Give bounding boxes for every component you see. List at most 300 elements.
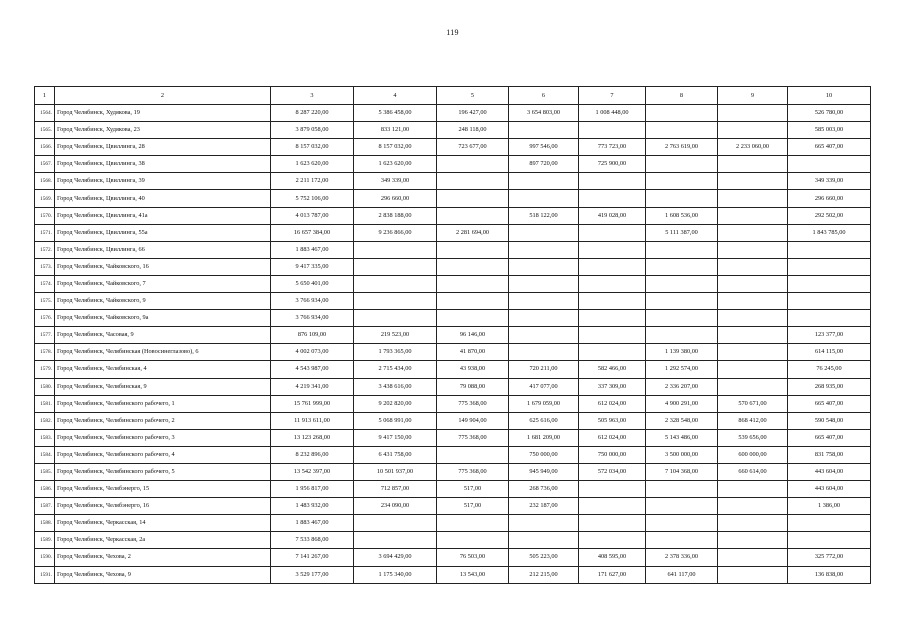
cell-col-6: 3 654 803,00 bbox=[509, 105, 579, 122]
cell-col-8 bbox=[646, 515, 718, 532]
cell-col-4: 3 694 429,00 bbox=[354, 549, 437, 566]
cell-row-number: 1579. bbox=[35, 361, 55, 378]
cell-col-10: 831 758,00 bbox=[788, 446, 871, 463]
cell-col-5 bbox=[437, 258, 509, 275]
cell-row-number: 1590. bbox=[35, 549, 55, 566]
cell-col-4: 712 857,00 bbox=[354, 481, 437, 498]
cell-col-8: 2 336 207,00 bbox=[646, 378, 718, 395]
cell-col-7 bbox=[579, 190, 646, 207]
cell-col-3: 1 956 817,00 bbox=[271, 481, 354, 498]
cell-col-8: 4 900 291,00 bbox=[646, 395, 718, 412]
cell-col-3: 3 879 058,00 bbox=[271, 122, 354, 139]
cell-col-10 bbox=[788, 241, 871, 258]
cell-col-7 bbox=[579, 481, 646, 498]
cell-col-7 bbox=[579, 122, 646, 139]
cell-col-8: 1 608 536,00 bbox=[646, 207, 718, 224]
cell-col-8 bbox=[646, 241, 718, 258]
cell-address: Город Челябинск, Часовая, 9 bbox=[55, 327, 271, 344]
cell-col-3: 11 913 611,00 bbox=[271, 412, 354, 429]
cell-col-8 bbox=[646, 327, 718, 344]
cell-col-8: 2 378 336,00 bbox=[646, 549, 718, 566]
cell-col-3: 5 752 106,00 bbox=[271, 190, 354, 207]
cell-col-4: 6 431 758,00 bbox=[354, 446, 437, 463]
cell-col-6: 232 187,00 bbox=[509, 498, 579, 515]
table-row bbox=[35, 105, 871, 122]
cell-col-3: 4 013 787,00 bbox=[271, 207, 354, 224]
cell-col-5 bbox=[437, 207, 509, 224]
cell-col-3: 16 657 384,00 bbox=[271, 224, 354, 241]
cell-col-6: 750 000,00 bbox=[509, 446, 579, 463]
cell-row-number: 1572. bbox=[35, 241, 55, 258]
cell-address: Город Челябинск, Челябинского рабочего, 5 bbox=[55, 463, 271, 480]
cell-row-number: 1585. bbox=[35, 463, 55, 480]
cell-col-10 bbox=[788, 515, 871, 532]
cell-col-9 bbox=[718, 481, 788, 498]
cell-col-8 bbox=[646, 105, 718, 122]
cell-col-9 bbox=[718, 241, 788, 258]
cell-col-4 bbox=[354, 310, 437, 327]
cell-col-4: 3 438 616,00 bbox=[354, 378, 437, 395]
cell-col-6: 518 122,00 bbox=[509, 207, 579, 224]
cell-address: Город Челябинск, Худякова, 19 bbox=[55, 105, 271, 122]
cell-col-3: 4 543 987,00 bbox=[271, 361, 354, 378]
cell-col-8 bbox=[646, 293, 718, 310]
cell-row-number: 1566. bbox=[35, 139, 55, 156]
table-row bbox=[35, 241, 871, 258]
cell-col-5: 775 368,00 bbox=[437, 429, 509, 446]
cell-address: Город Челябинск, Цвиллинга, 38 bbox=[55, 156, 271, 173]
cell-col-10: 1 843 785,00 bbox=[788, 224, 871, 241]
cell-col-8 bbox=[646, 481, 718, 498]
cell-col-7: 750 000,00 bbox=[579, 446, 646, 463]
cell-col-8: 2 328 548,00 bbox=[646, 412, 718, 429]
cell-col-9 bbox=[718, 156, 788, 173]
cell-col-6 bbox=[509, 275, 579, 292]
cell-col-9 bbox=[718, 190, 788, 207]
data-table bbox=[34, 86, 871, 584]
cell-col-7 bbox=[579, 224, 646, 241]
cell-col-7: 337 309,00 bbox=[579, 378, 646, 395]
table-row bbox=[35, 139, 871, 156]
cell-row-number: 1580. bbox=[35, 378, 55, 395]
cell-row-number: 1569. bbox=[35, 190, 55, 207]
cell-col-4: 9 417 150,00 bbox=[354, 429, 437, 446]
cell-col-8 bbox=[646, 190, 718, 207]
cell-col-4: 5 386 458,00 bbox=[354, 105, 437, 122]
cell-row-number: 1575. bbox=[35, 293, 55, 310]
cell-row-number: 1576. bbox=[35, 310, 55, 327]
cell-col-3: 1 883 467,00 bbox=[271, 241, 354, 258]
cell-col-3: 15 761 999,00 bbox=[271, 395, 354, 412]
cell-col-9 bbox=[718, 105, 788, 122]
cell-col-4 bbox=[354, 275, 437, 292]
cell-col-6: 720 211,00 bbox=[509, 361, 579, 378]
cell-col-4: 9 202 820,00 bbox=[354, 395, 437, 412]
cell-col-4: 8 157 032,00 bbox=[354, 139, 437, 156]
cell-col-10: 1 386,00 bbox=[788, 498, 871, 515]
cell-col-3: 9 417 335,00 bbox=[271, 258, 354, 275]
column-header: 1 bbox=[35, 87, 55, 105]
cell-col-5: 517,00 bbox=[437, 498, 509, 515]
cell-col-8: 5 111 387,00 bbox=[646, 224, 718, 241]
column-header: 7 bbox=[579, 87, 646, 105]
cell-col-5 bbox=[437, 446, 509, 463]
cell-col-3: 8 287 220,00 bbox=[271, 105, 354, 122]
cell-col-5 bbox=[437, 310, 509, 327]
cell-col-5: 775 368,00 bbox=[437, 463, 509, 480]
column-header: 6 bbox=[509, 87, 579, 105]
cell-address: Город Челябинск, Челябинская (Новосинеглазово), 6 bbox=[55, 344, 271, 361]
table-row bbox=[35, 532, 871, 549]
column-header: 4 bbox=[354, 87, 437, 105]
cell-col-7: 725 900,00 bbox=[579, 156, 646, 173]
cell-address: Город Челябинск, Челябинского рабочего, 3 bbox=[55, 429, 271, 446]
cell-address: Город Челябинск, Челябинская, 9 bbox=[55, 378, 271, 395]
cell-col-10: 590 548,00 bbox=[788, 412, 871, 429]
cell-col-9 bbox=[718, 344, 788, 361]
cell-col-6: 212 215,00 bbox=[509, 566, 579, 583]
cell-col-9 bbox=[718, 515, 788, 532]
cell-col-4 bbox=[354, 241, 437, 258]
cell-col-6 bbox=[509, 327, 579, 344]
cell-col-9 bbox=[718, 361, 788, 378]
cell-col-5: 2 281 694,00 bbox=[437, 224, 509, 241]
cell-col-10: 443 604,00 bbox=[788, 463, 871, 480]
cell-col-10: 443 604,00 bbox=[788, 481, 871, 498]
cell-col-10: 614 115,00 bbox=[788, 344, 871, 361]
cell-col-8: 2 763 619,00 bbox=[646, 139, 718, 156]
column-header: 10 bbox=[788, 87, 871, 105]
cell-col-9 bbox=[718, 224, 788, 241]
cell-col-7: 171 627,00 bbox=[579, 566, 646, 583]
cell-col-10: 349 339,00 bbox=[788, 173, 871, 190]
cell-col-10: 123 377,00 bbox=[788, 327, 871, 344]
cell-col-9: 600 000,00 bbox=[718, 446, 788, 463]
cell-col-6: 945 949,00 bbox=[509, 463, 579, 480]
cell-col-7 bbox=[579, 515, 646, 532]
table-body bbox=[35, 105, 871, 584]
cell-row-number: 1565. bbox=[35, 122, 55, 139]
cell-col-9 bbox=[718, 498, 788, 515]
cell-row-number: 1568. bbox=[35, 173, 55, 190]
cell-col-10: 292 502,00 bbox=[788, 207, 871, 224]
page-number: 119 bbox=[446, 28, 459, 37]
cell-row-number: 1582. bbox=[35, 412, 55, 429]
cell-col-10 bbox=[788, 156, 871, 173]
cell-address: Город Челябинск, Чайковского, 9а bbox=[55, 310, 271, 327]
cell-col-7: 1 008 448,00 bbox=[579, 105, 646, 122]
cell-col-10: 585 003,00 bbox=[788, 122, 871, 139]
cell-col-5 bbox=[437, 241, 509, 258]
cell-col-10: 665 407,00 bbox=[788, 429, 871, 446]
cell-col-4: 833 121,00 bbox=[354, 122, 437, 139]
cell-col-3: 8 232 896,00 bbox=[271, 446, 354, 463]
cell-row-number: 1586. bbox=[35, 481, 55, 498]
cell-col-7: 572 034,00 bbox=[579, 463, 646, 480]
cell-col-10: 76 245,00 bbox=[788, 361, 871, 378]
cell-col-10: 665 407,00 bbox=[788, 395, 871, 412]
cell-row-number: 1571. bbox=[35, 224, 55, 241]
cell-col-8 bbox=[646, 498, 718, 515]
cell-address: Город Челябинск, Челябинского рабочего, 1 bbox=[55, 395, 271, 412]
cell-col-9: 570 671,00 bbox=[718, 395, 788, 412]
column-header: 9 bbox=[718, 87, 788, 105]
cell-col-7: 582 466,00 bbox=[579, 361, 646, 378]
cell-col-7 bbox=[579, 532, 646, 549]
cell-address: Город Челябинск, Чехова, 2 bbox=[55, 549, 271, 566]
cell-col-8: 5 143 486,00 bbox=[646, 429, 718, 446]
cell-row-number: 1588. bbox=[35, 515, 55, 532]
cell-col-5: 196 427,00 bbox=[437, 105, 509, 122]
cell-row-number: 1591. bbox=[35, 566, 55, 583]
cell-col-7 bbox=[579, 241, 646, 258]
cell-address: Город Челябинск, Цвиллинга, 40 bbox=[55, 190, 271, 207]
cell-col-3: 5 650 401,00 bbox=[271, 275, 354, 292]
column-header: 3 bbox=[271, 87, 354, 105]
cell-col-8: 7 104 368,00 bbox=[646, 463, 718, 480]
cell-col-6: 997 546,00 bbox=[509, 139, 579, 156]
cell-col-7 bbox=[579, 173, 646, 190]
cell-col-5 bbox=[437, 532, 509, 549]
cell-col-5 bbox=[437, 173, 509, 190]
cell-address: Город Челябинск, Челябэнерго, 15 bbox=[55, 481, 271, 498]
cell-row-number: 1574. bbox=[35, 275, 55, 292]
cell-col-3: 1 623 620,00 bbox=[271, 156, 354, 173]
cell-col-5: 149 904,00 bbox=[437, 412, 509, 429]
cell-address: Город Челябинск, Цвиллинга, 55а bbox=[55, 224, 271, 241]
cell-col-4 bbox=[354, 515, 437, 532]
cell-row-number: 1583. bbox=[35, 429, 55, 446]
cell-address: Город Челябинск, Чайковского, 16 bbox=[55, 258, 271, 275]
cell-col-3: 8 157 032,00 bbox=[271, 139, 354, 156]
table-header-row bbox=[35, 87, 871, 105]
cell-col-10 bbox=[788, 258, 871, 275]
cell-col-4 bbox=[354, 532, 437, 549]
cell-col-10 bbox=[788, 532, 871, 549]
cell-address: Город Челябинск, Челябинского рабочего, 4 bbox=[55, 446, 271, 463]
cell-col-3: 3 766 934,00 bbox=[271, 310, 354, 327]
cell-col-5 bbox=[437, 156, 509, 173]
cell-col-3: 13 542 397,00 bbox=[271, 463, 354, 480]
cell-col-8: 1 139 380,00 bbox=[646, 344, 718, 361]
cell-col-7: 612 024,00 bbox=[579, 395, 646, 412]
cell-col-5 bbox=[437, 293, 509, 310]
cell-col-5: 775 368,00 bbox=[437, 395, 509, 412]
cell-col-3: 876 109,00 bbox=[271, 327, 354, 344]
cell-col-5: 41 870,00 bbox=[437, 344, 509, 361]
cell-col-8 bbox=[646, 275, 718, 292]
cell-col-5 bbox=[437, 275, 509, 292]
cell-col-8 bbox=[646, 122, 718, 139]
cell-address: Город Челябинск, Цвиллинга, 39 bbox=[55, 173, 271, 190]
cell-col-6 bbox=[509, 224, 579, 241]
cell-col-10 bbox=[788, 275, 871, 292]
cell-col-3: 4 002 073,00 bbox=[271, 344, 354, 361]
cell-col-6: 1 681 209,00 bbox=[509, 429, 579, 446]
cell-col-10: 136 838,00 bbox=[788, 566, 871, 583]
cell-col-4: 1 793 365,00 bbox=[354, 344, 437, 361]
cell-col-9 bbox=[718, 122, 788, 139]
table-row bbox=[35, 173, 871, 190]
table-row bbox=[35, 498, 871, 515]
cell-col-6: 1 679 059,00 bbox=[509, 395, 579, 412]
cell-col-5: 248 118,00 bbox=[437, 122, 509, 139]
cell-col-8 bbox=[646, 532, 718, 549]
cell-row-number: 1581. bbox=[35, 395, 55, 412]
cell-col-8 bbox=[646, 258, 718, 275]
cell-col-7 bbox=[579, 327, 646, 344]
cell-col-10 bbox=[788, 293, 871, 310]
cell-row-number: 1578. bbox=[35, 344, 55, 361]
cell-col-6 bbox=[509, 310, 579, 327]
table-row bbox=[35, 293, 871, 310]
cell-col-7: 612 024,00 bbox=[579, 429, 646, 446]
cell-col-4: 2 715 434,00 bbox=[354, 361, 437, 378]
cell-col-5: 517,00 bbox=[437, 481, 509, 498]
cell-col-6: 897 720,00 bbox=[509, 156, 579, 173]
cell-address: Город Челябинск, Чайковского, 7 bbox=[55, 275, 271, 292]
cell-col-10: 665 407,00 bbox=[788, 139, 871, 156]
cell-col-10: 268 935,00 bbox=[788, 378, 871, 395]
cell-address: Город Челябинск, Челябэнерго, 16 bbox=[55, 498, 271, 515]
table-row bbox=[35, 327, 871, 344]
cell-col-10: 296 660,00 bbox=[788, 190, 871, 207]
table-row bbox=[35, 122, 871, 139]
cell-col-4 bbox=[354, 293, 437, 310]
cell-col-7 bbox=[579, 498, 646, 515]
cell-col-6 bbox=[509, 344, 579, 361]
cell-col-7 bbox=[579, 344, 646, 361]
cell-address: Город Челябинск, Черкасская, 14 bbox=[55, 515, 271, 532]
cell-col-9 bbox=[718, 293, 788, 310]
cell-row-number: 1570. bbox=[35, 207, 55, 224]
cell-col-5 bbox=[437, 515, 509, 532]
cell-col-3: 1 883 467,00 bbox=[271, 515, 354, 532]
cell-address: Город Челябинск, Цвиллинга, 41а bbox=[55, 207, 271, 224]
cell-row-number: 1584. bbox=[35, 446, 55, 463]
table-row bbox=[35, 310, 871, 327]
cell-col-9 bbox=[718, 549, 788, 566]
cell-address: Город Челябинск, Чехова, 9 bbox=[55, 566, 271, 583]
cell-col-9: 660 614,00 bbox=[718, 463, 788, 480]
cell-col-9 bbox=[718, 532, 788, 549]
cell-col-10: 325 772,00 bbox=[788, 549, 871, 566]
cell-row-number: 1589. bbox=[35, 532, 55, 549]
cell-col-7: 773 723,00 bbox=[579, 139, 646, 156]
cell-address: Город Челябинск, Челябинского рабочего, 2 bbox=[55, 412, 271, 429]
cell-col-7: 505 963,00 bbox=[579, 412, 646, 429]
table-row bbox=[35, 156, 871, 173]
cell-col-6 bbox=[509, 293, 579, 310]
column-header: 5 bbox=[437, 87, 509, 105]
cell-col-5: 43 938,00 bbox=[437, 361, 509, 378]
cell-col-8: 1 292 574,00 bbox=[646, 361, 718, 378]
cell-address: Город Челябинск, Худякова, 23 bbox=[55, 122, 271, 139]
cell-col-3: 3 766 934,00 bbox=[271, 293, 354, 310]
cell-col-8 bbox=[646, 156, 718, 173]
cell-address: Город Челябинск, Черкасская, 2а bbox=[55, 532, 271, 549]
table-row bbox=[35, 395, 871, 412]
cell-col-6: 505 223,00 bbox=[509, 549, 579, 566]
cell-col-9: 2 233 060,00 bbox=[718, 139, 788, 156]
cell-col-5: 723 677,00 bbox=[437, 139, 509, 156]
table-row bbox=[35, 190, 871, 207]
cell-col-4: 1 175 340,00 bbox=[354, 566, 437, 583]
cell-col-6 bbox=[509, 190, 579, 207]
cell-col-3: 1 483 932,00 bbox=[271, 498, 354, 515]
cell-address: Город Челябинск, Цвиллинга, 66 bbox=[55, 241, 271, 258]
table-row bbox=[35, 207, 871, 224]
cell-col-8: 3 500 000,00 bbox=[646, 446, 718, 463]
cell-col-6 bbox=[509, 532, 579, 549]
cell-col-10 bbox=[788, 310, 871, 327]
cell-col-4: 10 501 937,00 bbox=[354, 463, 437, 480]
cell-row-number: 1573. bbox=[35, 258, 55, 275]
table-row bbox=[35, 361, 871, 378]
cell-col-6 bbox=[509, 241, 579, 258]
cell-col-7 bbox=[579, 258, 646, 275]
cell-col-4: 9 236 866,00 bbox=[354, 224, 437, 241]
table-row bbox=[35, 463, 871, 480]
column-header: 2 bbox=[55, 87, 271, 105]
cell-row-number: 1564. bbox=[35, 105, 55, 122]
cell-col-5: 79 088,00 bbox=[437, 378, 509, 395]
cell-col-9 bbox=[718, 566, 788, 583]
cell-col-7 bbox=[579, 275, 646, 292]
cell-col-4: 349 339,00 bbox=[354, 173, 437, 190]
cell-col-9 bbox=[718, 310, 788, 327]
cell-col-8 bbox=[646, 173, 718, 190]
table-row bbox=[35, 566, 871, 583]
cell-col-6 bbox=[509, 173, 579, 190]
table-row bbox=[35, 429, 871, 446]
cell-col-4: 296 660,00 bbox=[354, 190, 437, 207]
table-row bbox=[35, 515, 871, 532]
table-row bbox=[35, 258, 871, 275]
table-row bbox=[35, 446, 871, 463]
cell-col-9: 539 656,00 bbox=[718, 429, 788, 446]
cell-col-10: 526 780,00 bbox=[788, 105, 871, 122]
cell-col-6: 625 616,00 bbox=[509, 412, 579, 429]
cell-col-9 bbox=[718, 258, 788, 275]
cell-col-7: 408 595,00 bbox=[579, 549, 646, 566]
cell-col-4: 234 090,00 bbox=[354, 498, 437, 515]
cell-col-9 bbox=[718, 275, 788, 292]
cell-row-number: 1567. bbox=[35, 156, 55, 173]
cell-address: Город Челябинск, Цвиллинга, 28 bbox=[55, 139, 271, 156]
cell-col-8 bbox=[646, 310, 718, 327]
cell-col-4: 1 623 620,00 bbox=[354, 156, 437, 173]
cell-col-3: 3 529 177,00 bbox=[271, 566, 354, 583]
cell-address: Город Челябинск, Челябинская, 4 bbox=[55, 361, 271, 378]
cell-col-4: 5 068 991,00 bbox=[354, 412, 437, 429]
column-header: 8 bbox=[646, 87, 718, 105]
cell-col-5: 96 146,00 bbox=[437, 327, 509, 344]
cell-row-number: 1587. bbox=[35, 498, 55, 515]
table-row bbox=[35, 378, 871, 395]
cell-col-3: 13 123 268,00 bbox=[271, 429, 354, 446]
cell-col-9 bbox=[718, 173, 788, 190]
cell-col-7: 419 028,00 bbox=[579, 207, 646, 224]
cell-col-5 bbox=[437, 190, 509, 207]
cell-col-7 bbox=[579, 310, 646, 327]
cell-col-9 bbox=[718, 378, 788, 395]
cell-col-9: 868 412,00 bbox=[718, 412, 788, 429]
table-row bbox=[35, 275, 871, 292]
table-row bbox=[35, 481, 871, 498]
cell-address: Город Челябинск, Чайковского, 9 bbox=[55, 293, 271, 310]
cell-col-9 bbox=[718, 327, 788, 344]
